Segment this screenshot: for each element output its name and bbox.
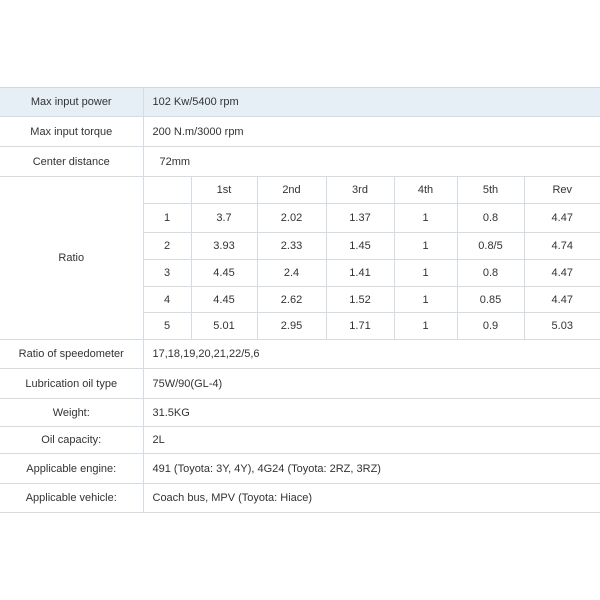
table-row (0, 147, 600, 177)
ratio-cell: 4.47 (524, 287, 600, 313)
ratio-header-row (0, 177, 600, 204)
ratio-cell: 5.03 (524, 313, 600, 340)
row-value-weight: 31.5KG (143, 399, 600, 427)
table-row (0, 340, 600, 369)
row-label-max-input-torque: Max input torque (0, 117, 143, 147)
ratio-row-number: 5 (143, 313, 191, 340)
ratio-cell: 2.95 (257, 313, 326, 340)
row-value-applicable-engine: 491 (Toyota: 3Y, 4Y), 4G24 (Toyota: 2RZ, 3RZ) (143, 454, 600, 484)
row-label-weight: Weight: (0, 399, 143, 427)
ratio-row-number: 4 (143, 287, 191, 313)
row-value-applicable-vehicle: Coach bus, MPV (Toyota: Hiace) (143, 484, 600, 513)
row-value-max-input-power: 102 Kw/5400 rpm (143, 88, 600, 117)
ratio-cell: 1 (394, 260, 457, 287)
spec-table (0, 87, 600, 513)
row-label-center-distance: Center distance (0, 147, 143, 177)
ratio-cell: 0.9 (457, 313, 524, 340)
ratio-header-blank (143, 177, 191, 204)
table-row (0, 484, 600, 513)
row-value-max-input-torque: 200 N.m/3000 rpm (143, 117, 600, 147)
ratio-col-header: 2nd (257, 177, 326, 204)
ratio-cell: 4.47 (524, 204, 600, 233)
ratio-cell: 4.45 (191, 260, 257, 287)
ratio-cell: 3.93 (191, 233, 257, 260)
ratio-col-header: Rev (524, 177, 600, 204)
ratio-cell: 0.8 (457, 260, 524, 287)
table-row (0, 117, 600, 147)
ratio-cell: 1.45 (326, 233, 394, 260)
ratio-cell: 1.71 (326, 313, 394, 340)
ratio-col-header: 3rd (326, 177, 394, 204)
ratio-col-header: 5th (457, 177, 524, 204)
ratio-cell: 0.8 (457, 204, 524, 233)
ratio-cell: 1.41 (326, 260, 394, 287)
ratio-cell: 1 (394, 233, 457, 260)
ratio-cell: 1 (394, 287, 457, 313)
ratio-cell: 1.52 (326, 287, 394, 313)
ratio-row-number: 3 (143, 260, 191, 287)
row-value-oil-capacity: 2L (143, 427, 600, 454)
ratio-cell: 3.7 (191, 204, 257, 233)
ratio-cell: 4.47 (524, 260, 600, 287)
row-label-ratio: Ratio (0, 177, 143, 340)
row-label-applicable-engine: Applicable engine: (0, 454, 143, 484)
ratio-col-header: 4th (394, 177, 457, 204)
ratio-cell: 2.33 (257, 233, 326, 260)
table-row (0, 454, 600, 484)
ratio-row-number: 1 (143, 204, 191, 233)
ratio-cell: 2.62 (257, 287, 326, 313)
table-row (0, 399, 600, 427)
ratio-cell: 5.01 (191, 313, 257, 340)
ratio-cell: 2.4 (257, 260, 326, 287)
ratio-cell: 4.74 (524, 233, 600, 260)
row-label-ratio-of-speedometer: Ratio of speedometer (0, 340, 143, 369)
row-label-lubrication-oil-type: Lubrication oil type (0, 369, 143, 399)
ratio-cell: 1 (394, 204, 457, 233)
row-value-center-distance: 72mm (143, 147, 600, 177)
row-value-ratio-of-speedometer: 17,18,19,20,21,22/5,6 (143, 340, 600, 369)
ratio-cell: 2.02 (257, 204, 326, 233)
row-label-applicable-vehicle: Applicable vehicle: (0, 484, 143, 513)
row-value-lubrication-oil-type: 75W/90(GL-4) (143, 369, 600, 399)
row-label-oil-capacity: Oil capacity: (0, 427, 143, 454)
ratio-cell: 4.45 (191, 287, 257, 313)
row-label-max-input-power: Max input power (0, 88, 143, 117)
table-row (0, 88, 600, 117)
ratio-col-header: 1st (191, 177, 257, 204)
ratio-cell: 1 (394, 313, 457, 340)
ratio-cell: 0.8/5 (457, 233, 524, 260)
table-row (0, 369, 600, 399)
ratio-cell: 1.37 (326, 204, 394, 233)
ratio-row-number: 2 (143, 233, 191, 260)
table-row (0, 427, 600, 454)
ratio-cell: 0.85 (457, 287, 524, 313)
